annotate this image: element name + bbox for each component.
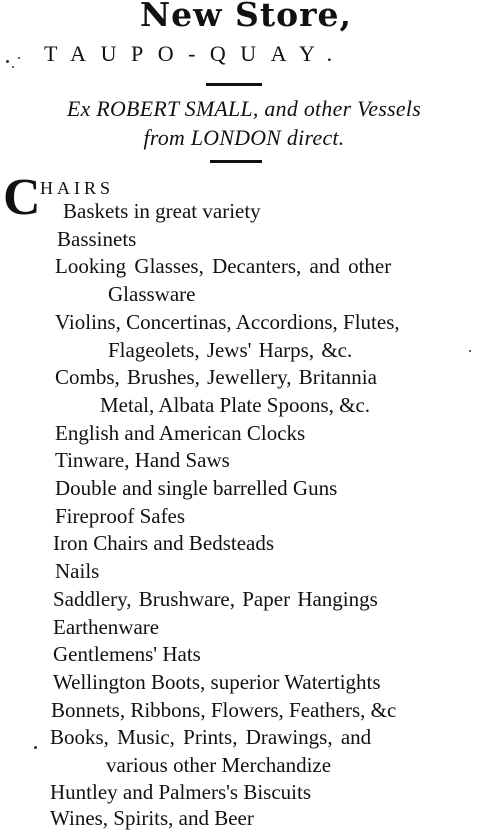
imported-from-line-2: from LONDON direct. [143, 125, 345, 150]
store-location: TAUPO-QUAY. [44, 41, 347, 66]
goods-line: Saddlery, Brushware, Paper Hangings [53, 587, 378, 611]
goods-line-chairs: HAIRS [40, 178, 115, 198]
goods-line: Flageolets, Jews' Harps, &c. [108, 338, 353, 362]
goods-line: Nails [55, 559, 100, 583]
drop-cap-initial: C [3, 169, 41, 226]
goods-line: Violins, Concertinas, Accordions, Flutes, [55, 310, 400, 334]
print-speck [34, 746, 37, 749]
divider-rule-bottom [210, 160, 262, 163]
print-speck [12, 66, 14, 68]
divider-rule-top [206, 83, 262, 86]
goods-line: Bassinets [57, 227, 137, 251]
goods-line: Baskets in great variety [63, 199, 261, 223]
goods-line: Double and single barrelled Guns [55, 476, 338, 500]
goods-line: Wines, Spirits, and Beer [50, 806, 254, 830]
goods-line: Fireproof Safes [55, 504, 186, 528]
store-title: New Store, [139, 0, 352, 34]
goods-line: various other Merchandize [106, 753, 332, 777]
goods-line: Bonnets, Ribbons, Flowers, Feathers, &c [51, 698, 397, 722]
goods-line: Gentlemens' Hats [53, 642, 201, 666]
print-speck [469, 350, 471, 352]
goods-line: Looking Glasses, Decanters, and other [55, 254, 392, 278]
goods-line: Tinware, Hand Saws [55, 448, 230, 472]
goods-line: English and American Clocks [55, 421, 306, 445]
imported-from-line-1: Ex ROBERT SMALL, and other Vessels [67, 96, 422, 121]
goods-line: Wellington Boots, superior Watertights [53, 670, 381, 694]
goods-line: Huntley and Palmers's Biscuits [50, 780, 312, 804]
goods-line: Iron Chairs and Bedsteads [53, 531, 275, 555]
print-speck [18, 57, 20, 59]
goods-line: Combs, Brushes, Jewellery, Britannia [55, 365, 377, 389]
goods-line: Earthenware [53, 615, 160, 639]
goods-line: Books, Music, Prints, Drawings, and [50, 725, 372, 749]
print-speck [6, 60, 9, 63]
goods-line: Glassware [108, 282, 196, 306]
goods-line: Metal, Albata Plate Spoons, &c. [100, 393, 371, 417]
